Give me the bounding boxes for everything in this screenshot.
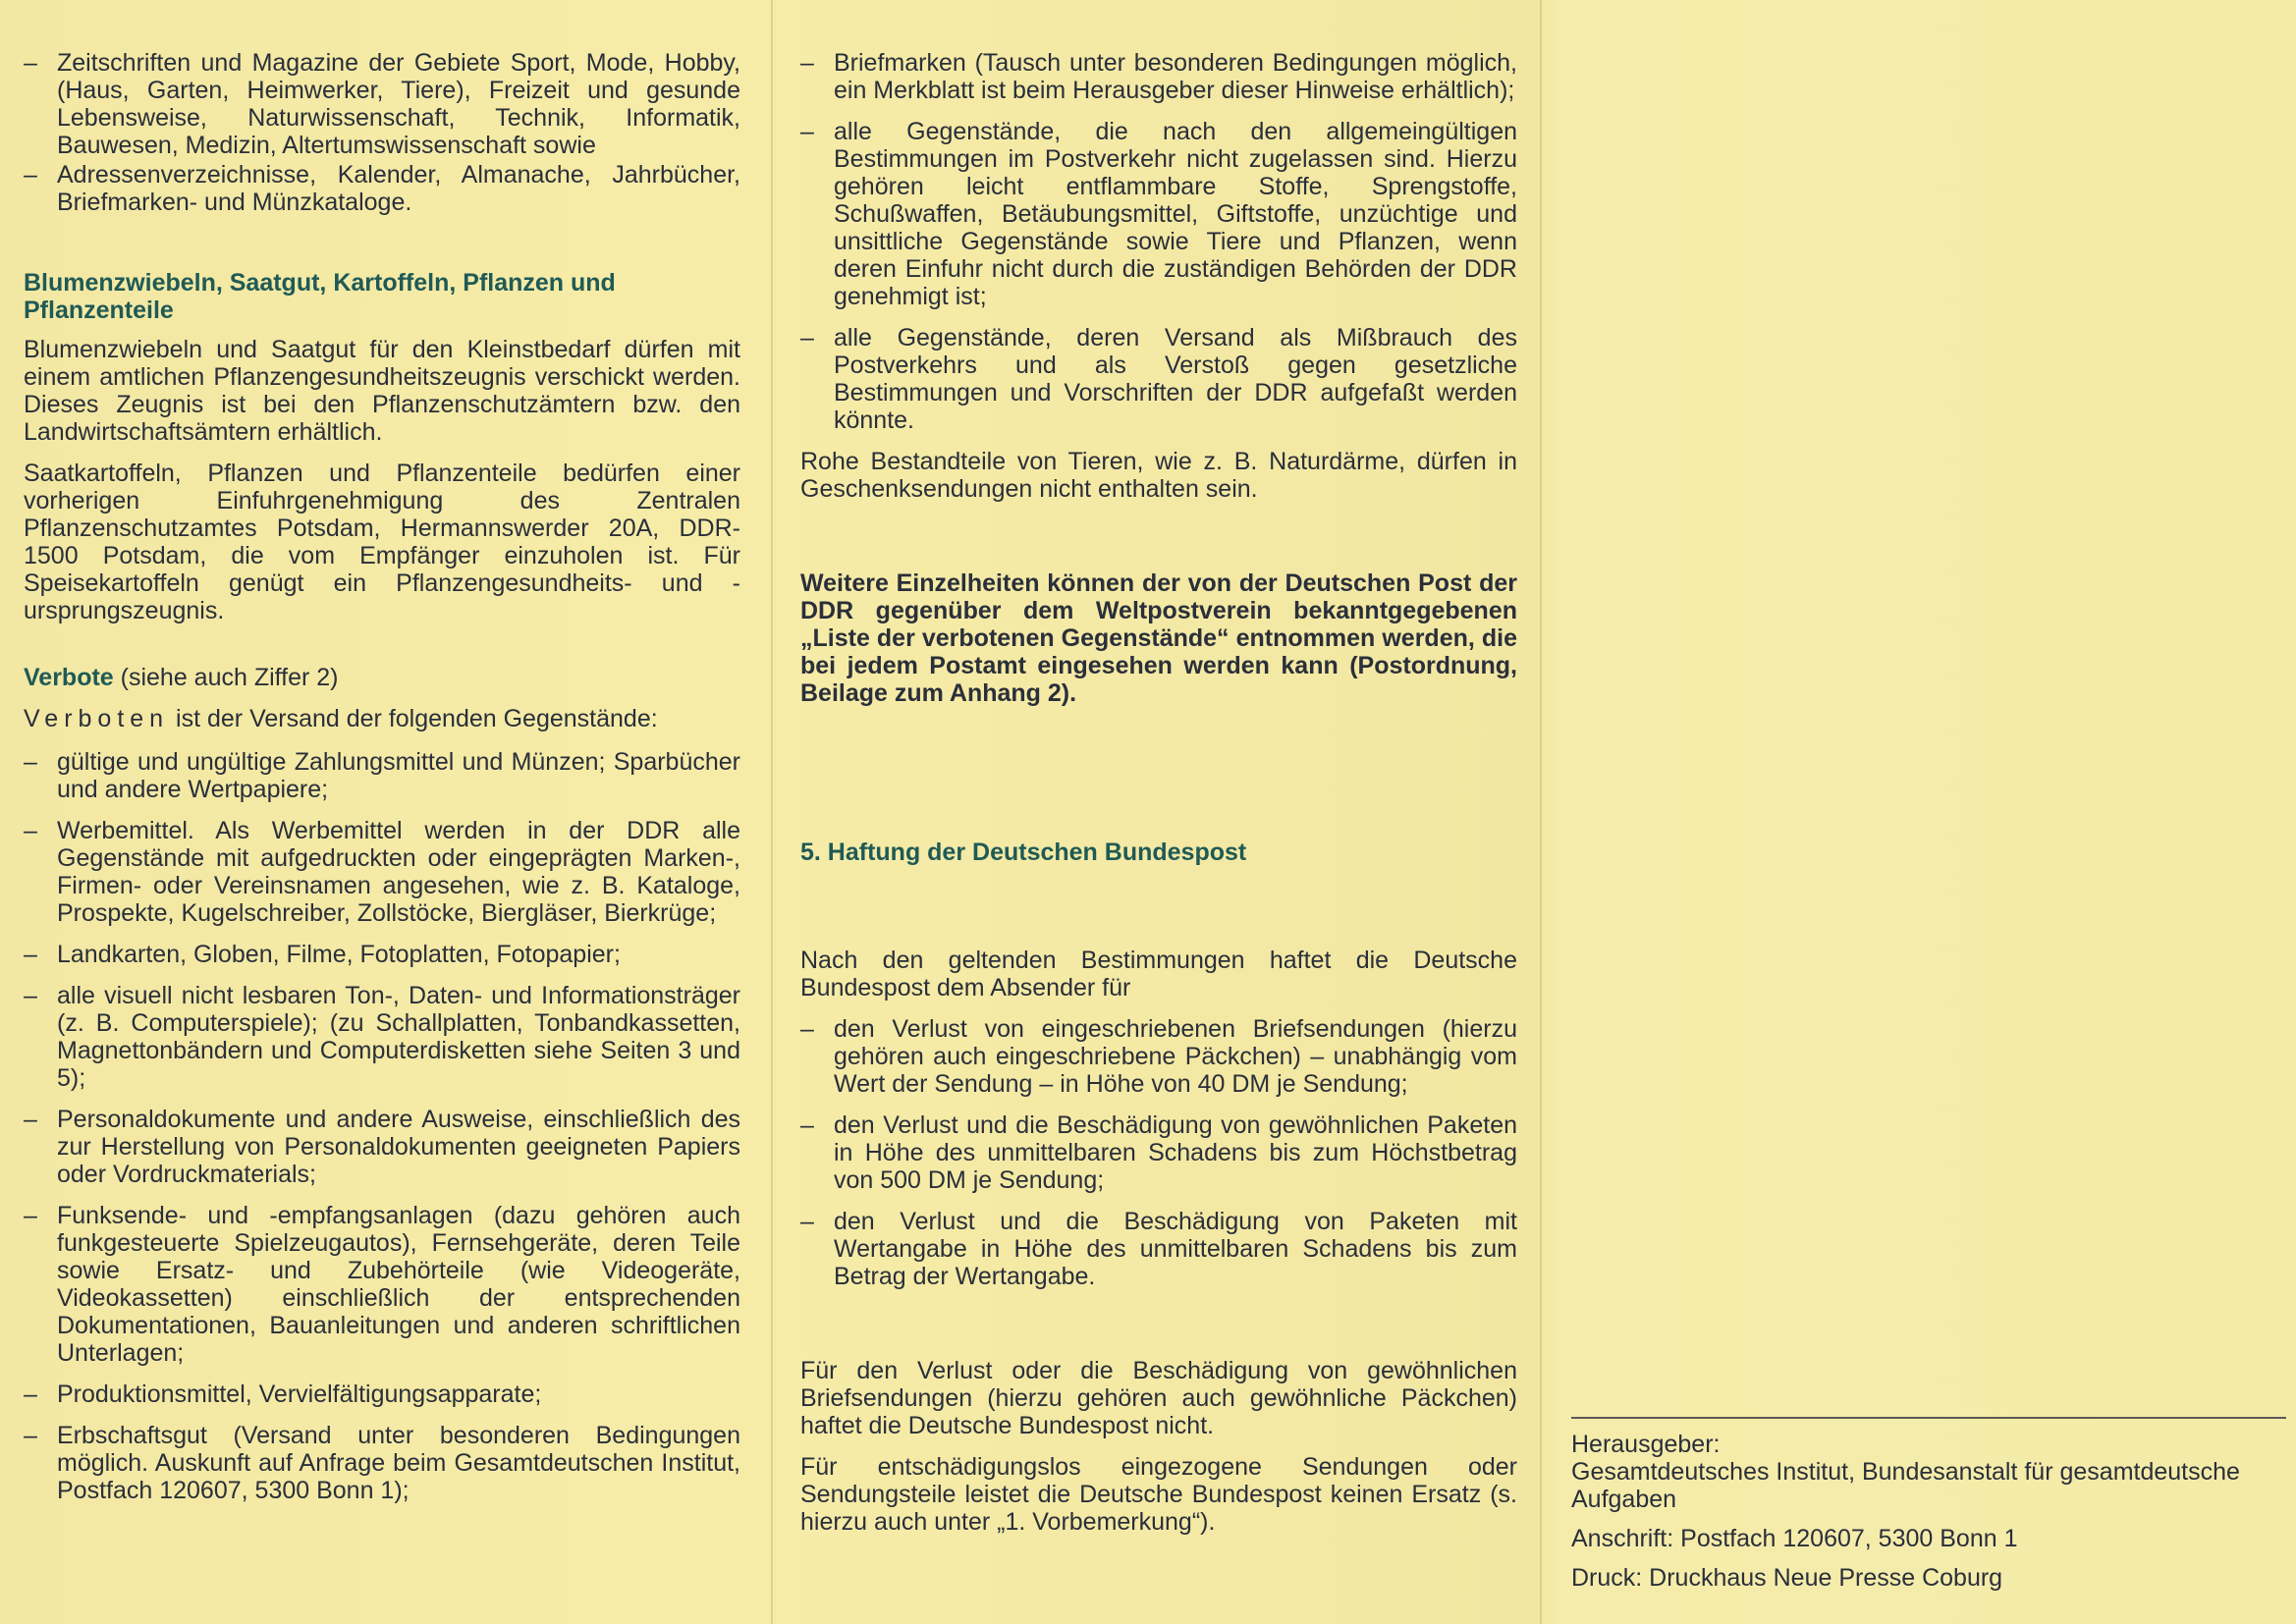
publisher-label: Herausgeber: [1571,1431,1721,1458]
list-item-text: Erbschaftsgut (Versand unter besonderen Bedingungen möglich. Auskunft auf Anfrage beim Gesamtdeutschen Institut, Postfach 120607, 5300 Bonn 1); [57,1422,740,1504]
dash-bullet: – [800,1111,814,1139]
list-item-text: Werbemittel. Als Werbemittel werden in der DDR alle Gegenstände mit aufgedruckten oder eingeprägten Marken-, Firmen- oder Vereinsnamen angesehen, wie z. B. Kataloge, Prospekte, Kugelschreiber, Zollstöcke, Biergläser, Bierkrüge; [57,817,740,927]
list-item [800,49,1517,104]
printer-info: Druck: Druckhaus Neue Presse Coburg [1571,1564,2003,1592]
list-item-text: alle Gegenstände, deren Versand als Mißbrauch des Postverkehrs und als Verstoß gegen gesetzliche Bestimmungen und Vorschriften der DDR aufgefaßt werden könnte. [834,324,1517,434]
dash-bullet: – [24,1380,37,1408]
list-item-text: den Verlust von eingeschriebenen Briefsendungen (hierzu gehören auch eingeschriebene Päckchen) – unabhängig vom Wert der Sendung – in Höhe von 40 DM je Sendung; [834,1015,1517,1098]
paragraph: Saatkartoffeln, Pflanzen und Pflanzenteile bedürfen einer vorherigen Einfuhrgenehmigung des Zentralen Pflanzenschutzamtes Potsdam, Hermannswerder 20A, DDR-1500 Potsdam, die vom Empfänger einzuholen ist. Für Speisekartoffeln genügt ein Pflanzengesundheits- und -ursprungszeugnis. [24,460,740,624]
dash-bullet: – [24,1106,37,1133]
list-item-text: den Verlust und die Beschädigung von Paketen mit Wertangabe in Höhe des unmittelbaren Schadens bis zum Betrag der Wertangabe. [834,1208,1517,1290]
list-item [24,1202,740,1367]
dash-bullet: – [800,49,814,77]
dash-bullet: – [24,982,37,1009]
list-item-text: Zeitschriften und Magazine der Gebiete Sport, Mode, Hobby, (Haus, Garten, Heimwerker, Tiere), Freizeit und gesunde Lebensweise, Naturwissenschaft, Technik, Informatik, Bauwesen, Medizin, Altertumswissenschaft sowie [57,49,740,159]
list-item-text: Landkarten, Globen, Filme, Fotoplatten, Fotopapier; [57,941,621,968]
list-item-text: alle Gegenstände, die nach den allgemeingültigen Bestimmungen im Postverkehr nicht zugelassen sind. Hierzu gehören leicht entflammbare Stoffe, Sprengstoffe, Schußwaffen, Betäubungsmittel, Giftstoffe, unzüchtige und unsittliche Gegenstände sowie Tiere und Pflanzen, wenn deren Einfuhr nicht durch die zuständigen Behörden der DDR genehmigt ist; [834,118,1517,310]
list-item-text: Personaldokumente und andere Ausweise, einschließlich des zur Herstellung von Personaldokumenten geeigneten Papiers oder Vordruckmaterials; [57,1106,740,1188]
verbote-intro-rest: ist der Versand der folgenden Gegenstände: [169,705,658,732]
list-item [800,1208,1517,1290]
dash-bullet: – [800,324,814,352]
section-heading-verbote: Verbote [24,664,114,691]
dash-bullet: – [24,1422,37,1449]
section-heading-verbote-line [24,664,740,691]
dash-bullet: – [800,118,814,145]
dash-bullet: – [24,941,37,968]
verbote-intro-spaced: Verboten [24,705,170,732]
list-item [800,1111,1517,1194]
fold-line-1 [771,0,773,1624]
paragraph: Nach den geltenden Bestimmungen haftet die Deutsche Bundespost dem Absender für [800,947,1517,1001]
dash-bullet: – [24,817,37,844]
paragraph: Für entschädigungslos eingezogene Sendungen oder Sendungsteile leistet die Deutsche Bundespost keinen Ersatz (s. hierzu auch unter „1. Vorbemerkung“). [800,1453,1517,1536]
list-item [24,982,740,1092]
list-item [24,161,740,216]
list-item [24,1380,740,1408]
dash-bullet: – [24,49,37,77]
section-heading-suffix: (siehe auch Ziffer 2) [113,664,339,691]
publisher-name: Gesamtdeutsches Institut, Bundesanstalt für gesamtdeutsche Aufgaben [1571,1458,2240,1513]
list-item [800,118,1517,310]
column-middle [800,49,1517,1549]
list-item [800,324,1517,434]
dash-bullet: – [800,1208,814,1235]
dash-bullet: – [24,161,37,189]
publisher-address: Anschrift: Postfach 120607, 5300 Bonn 1 [1571,1525,2018,1552]
publisher-block [1571,1417,2288,1603]
list-item-text: Adressenverzeichnisse, Kalender, Almanache, Jahrbücher, Briefmarken- und Münzkataloge. [57,161,740,216]
list-item [24,1106,740,1188]
section-heading-plants: Blumenzwiebeln, Saatgut, Kartoffeln, Pflanzen und Pflanzenteile [24,269,616,324]
dash-bullet: – [800,1015,814,1043]
dash-bullet: – [24,748,37,776]
list-item [24,941,740,968]
fold-line-2 [1540,0,1542,1624]
list-item-text: Briefmarken (Tausch unter besonderen Bedingungen möglich, ein Merkblatt ist beim Herausgeber dieser Hinweise erhältlich); [834,49,1517,104]
paragraph: Für den Verlust oder die Beschädigung von gewöhnlichen Briefsendungen (hierzu gehören auch gewöhnliche Päckchen) haftet die Deutsche Bundespost nicht. [800,1357,1517,1439]
list-item [24,49,740,159]
verbote-intro [24,705,740,732]
list-item [24,1422,740,1504]
list-item [24,748,740,803]
bold-note: Weitere Einzelheiten können der von der Deutschen Post der DDR gegenüber dem Weltpostverein bekanntgegebenen „Liste der verbotenen Gegenstände“ entnommen werden, die bei jedem Postamt eingesehen werden kann (Postordnung, Beilage zum Anhang 2). [800,569,1517,707]
list-item-text: den Verlust und die Beschädigung von gewöhnlichen Paketen in Höhe des unmittelbaren Schadens bis zum Höchstbetrag von 500 DM je Sendung; [834,1111,1517,1194]
list-item [24,817,740,927]
list-item-text: alle visuell nicht lesbaren Ton-, Daten- und Informationsträger (z. B. Computerspiele); (zu Schallplatten, Tonbandkassetten, Magnettonbändern und Computerdisketten siehe Seiten 3 und 5); [57,982,740,1092]
list-item-text: gültige und ungültige Zahlungsmittel und Münzen; Sparbücher und andere Wertpapiere; [57,748,740,803]
dash-bullet: – [24,1202,37,1229]
paragraph-note: Rohe Bestandteile von Tieren, wie z. B. Naturdärme, dürfen in Geschenksendungen nicht enthalten sein. [800,448,1517,503]
publisher-divider [1571,1417,2286,1419]
column-left [24,49,740,1518]
list-item [800,1015,1517,1098]
list-item-text: Produktionsmittel, Vervielfältigungsapparate; [57,1380,542,1408]
paragraph: Blumenzwiebeln und Saatgut für den Kleinstbedarf dürfen mit einem amtlichen Pflanzengesundheitszeugnis verschickt werden. Dieses Zeugnis ist bei den Pflanzenschutzämtern bzw. den Landwirtschaftsämtern erhältlich. [24,336,740,446]
section-heading-haftung: 5. Haftung der Deutschen Bundespost [800,839,1247,866]
list-item-text: Funksende- und -empfangsanlagen (dazu gehören auch funkgesteuerte Spielzeugautos), Fernsehgeräte, deren Teile sowie Ersatz- und Zubehörteile (wie Videogeräte, Videokassetten) einschließlich der entsprechenden Dokumentationen, Bauanleitungen und anderen schriftlichen Unterlagen; [57,1202,740,1367]
